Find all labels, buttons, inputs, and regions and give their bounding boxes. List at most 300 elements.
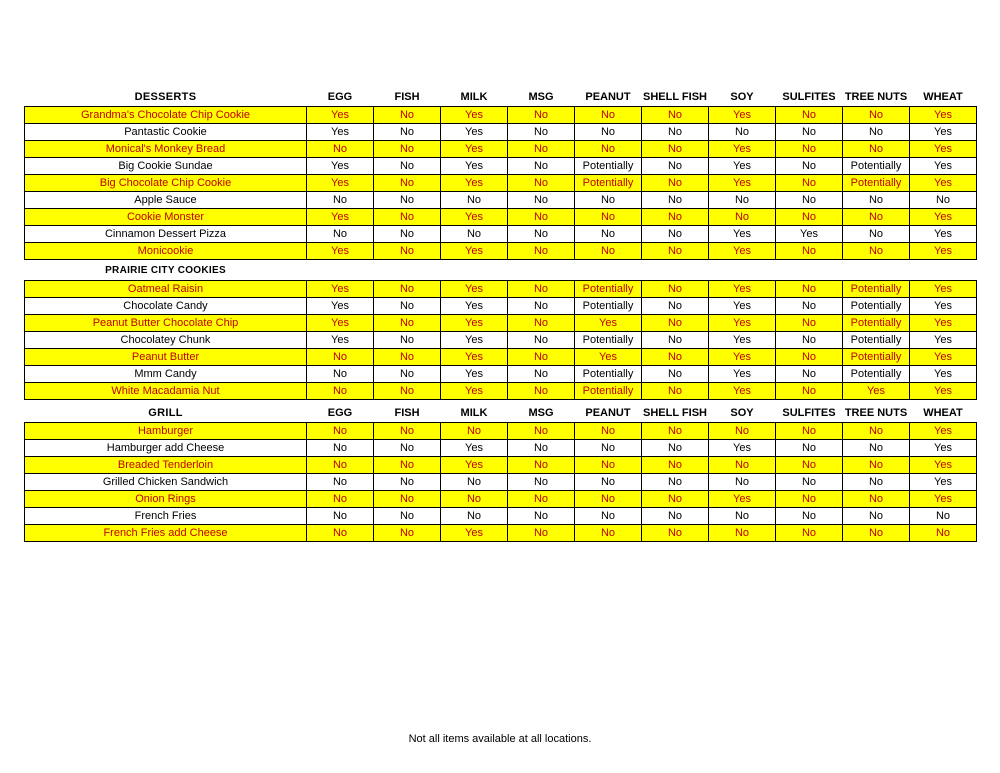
column-header-egg: EGG [307, 88, 374, 107]
allergen-cell-shell-fish: No [642, 366, 709, 383]
allergen-cell-wheat: Yes [910, 423, 977, 440]
allergen-cell-egg: Yes [307, 243, 374, 260]
table-header-row [25, 262, 977, 281]
allergen-cell-milk: Yes [441, 107, 508, 124]
column-header-tree-nuts: TREE NUTS [843, 88, 910, 107]
section-title: DESSERTS [25, 88, 307, 107]
column-header-tree-nuts: TREE NUTS [843, 404, 910, 423]
table-row [25, 383, 977, 400]
allergen-cell-wheat: Yes [910, 226, 977, 243]
allergen-cell-soy: Yes [709, 440, 776, 457]
column-header-wheat: WHEAT [910, 88, 977, 107]
allergen-cell-soy: Yes [709, 226, 776, 243]
section-title: PRAIRIE CITY COOKIES [25, 262, 307, 281]
menu-item-name: Big Chocolate Chip Cookie [25, 175, 307, 192]
allergen-cell-milk: Yes [441, 175, 508, 192]
allergen-cell-shell-fish: No [642, 243, 709, 260]
allergen-cell-sulfites: No [776, 124, 843, 141]
allergen-cell-fish: No [374, 209, 441, 226]
allergen-cell-tree-nuts: Potentially [843, 175, 910, 192]
allergen-cell-egg: Yes [307, 332, 374, 349]
allergen-cell-shell-fish: No [642, 491, 709, 508]
allergen-cell-fish: No [374, 383, 441, 400]
allergen-cell-tree-nuts: No [843, 491, 910, 508]
menu-item-name: Big Cookie Sundae [25, 158, 307, 175]
allergen-cell-fish: No [374, 141, 441, 158]
allergen-cell-tree-nuts: Potentially [843, 332, 910, 349]
allergen-cell-egg: Yes [307, 107, 374, 124]
allergen-cell-shell-fish: No [642, 508, 709, 525]
allergen-cell-soy: Yes [709, 383, 776, 400]
allergen-cell-milk: Yes [441, 383, 508, 400]
allergen-cell-wheat: Yes [910, 124, 977, 141]
allergen-cell-wheat: Yes [910, 281, 977, 298]
allergen-cell-soy: Yes [709, 141, 776, 158]
allergen-cell-wheat: Yes [910, 332, 977, 349]
column-header-egg [307, 262, 374, 281]
allergen-cell-milk: No [441, 474, 508, 491]
allergen-cell-wheat: No [910, 525, 977, 542]
allergen-cell-wheat: Yes [910, 158, 977, 175]
allergen-cell-fish: No [374, 440, 441, 457]
allergen-cell-msg: No [508, 525, 575, 542]
menu-item-name: Monical's Monkey Bread [25, 141, 307, 158]
allergen-cell-peanut: No [575, 107, 642, 124]
allergen-cell-egg: No [307, 457, 374, 474]
allergen-cell-soy: No [709, 423, 776, 440]
column-header-msg: MSG [508, 88, 575, 107]
allergen-cell-milk: No [441, 491, 508, 508]
allergen-cell-sulfites: No [776, 192, 843, 209]
allergen-cell-peanut: Potentially [575, 383, 642, 400]
table-row [25, 226, 977, 243]
table-row [25, 440, 977, 457]
allergen-cell-shell-fish: No [642, 298, 709, 315]
allergen-cell-egg: Yes [307, 175, 374, 192]
allergen-cell-egg: No [307, 349, 374, 366]
allergen-cell-egg: No [307, 383, 374, 400]
allergen-cell-wheat: Yes [910, 474, 977, 491]
allergen-table [24, 262, 977, 400]
allergen-cell-tree-nuts: No [843, 423, 910, 440]
allergen-cell-tree-nuts: No [843, 440, 910, 457]
allergen-cell-soy: No [709, 192, 776, 209]
allergen-cell-wheat: Yes [910, 383, 977, 400]
allergen-cell-sulfites: No [776, 491, 843, 508]
allergen-cell-shell-fish: No [642, 281, 709, 298]
table-row [25, 243, 977, 260]
allergen-cell-peanut: Potentially [575, 175, 642, 192]
allergen-cell-peanut: No [575, 243, 642, 260]
allergen-cell-milk: Yes [441, 281, 508, 298]
allergen-cell-sulfites: No [776, 423, 843, 440]
allergen-cell-fish: No [374, 474, 441, 491]
allergen-cell-egg: No [307, 491, 374, 508]
column-header-sulfites: SULFITES [776, 88, 843, 107]
allergen-cell-msg: No [508, 298, 575, 315]
allergen-cell-sulfites: Yes [776, 226, 843, 243]
allergen-cell-shell-fish: No [642, 315, 709, 332]
menu-item-name: Grandma's Chocolate Chip Cookie [25, 107, 307, 124]
allergen-cell-egg: No [307, 440, 374, 457]
menu-item-name: Cookie Monster [25, 209, 307, 226]
table-row [25, 315, 977, 332]
allergen-cell-sulfites: No [776, 158, 843, 175]
menu-item-name: Mmm Candy [25, 366, 307, 383]
allergen-cell-msg: No [508, 332, 575, 349]
allergen-cell-sulfites: No [776, 298, 843, 315]
table-row [25, 158, 977, 175]
allergen-cell-milk: Yes [441, 349, 508, 366]
allergen-cell-wheat: Yes [910, 243, 977, 260]
allergen-cell-shell-fish: No [642, 457, 709, 474]
menu-item-name: Apple Sauce [25, 192, 307, 209]
table-row [25, 175, 977, 192]
allergen-cell-fish: No [374, 491, 441, 508]
table-row [25, 457, 977, 474]
allergen-cell-fish: No [374, 423, 441, 440]
column-header-wheat: WHEAT [910, 404, 977, 423]
allergen-cell-tree-nuts: No [843, 457, 910, 474]
allergen-cell-msg: No [508, 226, 575, 243]
allergen-cell-egg: No [307, 366, 374, 383]
allergen-cell-soy: Yes [709, 281, 776, 298]
allergen-cell-egg: Yes [307, 209, 374, 226]
allergen-cell-sulfites: No [776, 332, 843, 349]
allergen-cell-msg: No [508, 107, 575, 124]
column-header-fish: FISH [374, 88, 441, 107]
allergen-cell-wheat: Yes [910, 491, 977, 508]
allergen-cell-peanut: Potentially [575, 298, 642, 315]
allergen-cell-msg: No [508, 383, 575, 400]
allergen-cell-fish: No [374, 158, 441, 175]
allergen-cell-milk: Yes [441, 158, 508, 175]
allergen-cell-msg: No [508, 315, 575, 332]
allergen-cell-sulfites: No [776, 383, 843, 400]
allergen-cell-wheat: Yes [910, 175, 977, 192]
allergen-cell-sulfites: No [776, 243, 843, 260]
allergen-cell-wheat: Yes [910, 107, 977, 124]
allergen-cell-fish: No [374, 107, 441, 124]
column-header-fish [374, 262, 441, 281]
table-row [25, 192, 977, 209]
menu-item-name: Onion Rings [25, 491, 307, 508]
allergen-cell-milk: Yes [441, 457, 508, 474]
menu-item-name: Oatmeal Raisin [25, 281, 307, 298]
allergen-cell-tree-nuts: Potentially [843, 158, 910, 175]
allergen-cell-tree-nuts: Potentially [843, 281, 910, 298]
allergen-cell-tree-nuts: Potentially [843, 349, 910, 366]
allergen-cell-peanut: No [575, 457, 642, 474]
allergen-cell-tree-nuts: No [843, 209, 910, 226]
allergen-cell-sulfites: No [776, 349, 843, 366]
allergen-cell-soy: No [709, 508, 776, 525]
allergen-cell-msg: No [508, 349, 575, 366]
allergen-cell-shell-fish: No [642, 226, 709, 243]
table-row [25, 366, 977, 383]
allergen-cell-tree-nuts: Potentially [843, 366, 910, 383]
allergen-cell-tree-nuts: No [843, 124, 910, 141]
allergen-cell-soy: No [709, 209, 776, 226]
allergen-table [24, 404, 977, 542]
allergen-cell-msg: No [508, 243, 575, 260]
menu-item-name: Hamburger add Cheese [25, 440, 307, 457]
allergen-cell-milk: No [441, 508, 508, 525]
column-header-fish: FISH [374, 404, 441, 423]
allergen-cell-fish: No [374, 281, 441, 298]
allergen-cell-fish: No [374, 192, 441, 209]
allergen-cell-soy: Yes [709, 491, 776, 508]
allergen-cell-peanut: No [575, 141, 642, 158]
column-header-sulfites: SULFITES [776, 404, 843, 423]
allergen-cell-shell-fish: No [642, 141, 709, 158]
allergen-cell-shell-fish: No [642, 124, 709, 141]
allergen-cell-shell-fish: No [642, 474, 709, 491]
allergen-cell-sulfites: No [776, 457, 843, 474]
menu-item-name: French Fries [25, 508, 307, 525]
allergen-cell-peanut: Potentially [575, 332, 642, 349]
column-header-sulfites [776, 262, 843, 281]
menu-item-name: Monicookie [25, 243, 307, 260]
table-row [25, 508, 977, 525]
section-title: GRILL [25, 404, 307, 423]
allergen-cell-tree-nuts: No [843, 192, 910, 209]
allergen-cell-tree-nuts: No [843, 226, 910, 243]
allergen-cell-egg: Yes [307, 298, 374, 315]
allergen-cell-egg: No [307, 525, 374, 542]
column-header-peanut [575, 262, 642, 281]
allergen-cell-msg: No [508, 423, 575, 440]
allergen-cell-milk: Yes [441, 332, 508, 349]
allergen-cell-fish: No [374, 349, 441, 366]
allergen-cell-shell-fish: No [642, 525, 709, 542]
table-row [25, 141, 977, 158]
allergen-cell-soy: No [709, 124, 776, 141]
allergen-cell-sulfites: No [776, 315, 843, 332]
allergen-cell-egg: No [307, 508, 374, 525]
allergen-cell-fish: No [374, 298, 441, 315]
allergen-cell-sulfites: No [776, 474, 843, 491]
allergen-cell-sulfites: No [776, 525, 843, 542]
footer-note: Not all items available at all locations. [408, 733, 592, 745]
allergen-cell-fish: No [374, 332, 441, 349]
allergen-cell-fish: No [374, 366, 441, 383]
allergen-cell-msg: No [508, 124, 575, 141]
allergen-cell-milk: No [441, 192, 508, 209]
allergen-cell-msg: No [508, 474, 575, 491]
allergen-cell-milk: Yes [441, 298, 508, 315]
allergen-cell-soy: No [709, 525, 776, 542]
table-row [25, 298, 977, 315]
table-row [25, 474, 977, 491]
allergen-cell-msg: No [508, 508, 575, 525]
allergen-cell-peanut: No [575, 192, 642, 209]
allergen-cell-egg: Yes [307, 124, 374, 141]
allergen-cell-shell-fish: No [642, 209, 709, 226]
allergen-cell-milk: No [441, 423, 508, 440]
table-row [25, 423, 977, 440]
allergen-cell-tree-nuts: No [843, 243, 910, 260]
allergen-cell-wheat: No [910, 192, 977, 209]
allergen-cell-milk: Yes [441, 209, 508, 226]
allergen-cell-peanut: Potentially [575, 158, 642, 175]
section-grill [24, 404, 976, 542]
allergen-cell-fish: No [374, 508, 441, 525]
column-header-shell-fish: SHELL FISH [642, 88, 709, 107]
table-row [25, 349, 977, 366]
allergen-cell-egg: Yes [307, 315, 374, 332]
allergen-cell-egg: Yes [307, 281, 374, 298]
allergen-cell-tree-nuts: No [843, 107, 910, 124]
allergen-cell-fish: No [374, 315, 441, 332]
allergen-cell-wheat: Yes [910, 298, 977, 315]
allergen-cell-peanut: Potentially [575, 366, 642, 383]
allergen-cell-soy: Yes [709, 366, 776, 383]
allergen-cell-shell-fish: No [642, 332, 709, 349]
menu-item-name: Chocolatey Chunk [25, 332, 307, 349]
column-header-soy: SOY [709, 88, 776, 107]
allergen-cell-msg: No [508, 440, 575, 457]
allergen-cell-egg: No [307, 226, 374, 243]
allergen-cell-milk: Yes [441, 124, 508, 141]
allergen-cell-sulfites: No [776, 366, 843, 383]
allergen-cell-fish: No [374, 243, 441, 260]
allergen-cell-egg: No [307, 423, 374, 440]
allergen-cell-fish: No [374, 525, 441, 542]
menu-item-name: Peanut Butter Chocolate Chip [25, 315, 307, 332]
allergen-cell-msg: No [508, 366, 575, 383]
column-header-milk: MILK [441, 404, 508, 423]
allergen-cell-peanut: No [575, 124, 642, 141]
allergen-cell-sulfites: No [776, 175, 843, 192]
allergen-cell-msg: No [508, 175, 575, 192]
allergen-cell-tree-nuts: No [843, 525, 910, 542]
allergen-cell-soy: Yes [709, 175, 776, 192]
column-header-msg [508, 262, 575, 281]
allergen-cell-wheat: Yes [910, 315, 977, 332]
allergen-cell-soy: Yes [709, 107, 776, 124]
allergen-cell-wheat: No [910, 508, 977, 525]
allergen-cell-milk: Yes [441, 141, 508, 158]
allergen-cell-peanut: No [575, 423, 642, 440]
allergen-cell-wheat: Yes [910, 366, 977, 383]
column-header-milk [441, 262, 508, 281]
allergen-cell-peanut: Yes [575, 315, 642, 332]
allergen-cell-shell-fish: No [642, 175, 709, 192]
allergen-cell-milk: Yes [441, 315, 508, 332]
allergen-cell-wheat: Yes [910, 440, 977, 457]
allergen-cell-shell-fish: No [642, 349, 709, 366]
allergen-cell-sulfites: No [776, 141, 843, 158]
table-row [25, 107, 977, 124]
allergen-cell-wheat: Yes [910, 349, 977, 366]
allergen-cell-soy: No [709, 457, 776, 474]
allergen-cell-soy: Yes [709, 243, 776, 260]
allergen-cell-msg: No [508, 158, 575, 175]
allergen-cell-milk: Yes [441, 525, 508, 542]
allergen-cell-milk: Yes [441, 366, 508, 383]
allergen-cell-soy: Yes [709, 298, 776, 315]
allergen-cell-peanut: No [575, 209, 642, 226]
allergen-cell-shell-fish: No [642, 107, 709, 124]
allergen-cell-peanut: No [575, 440, 642, 457]
allergen-cell-fish: No [374, 175, 441, 192]
column-header-egg: EGG [307, 404, 374, 423]
table-row [25, 332, 977, 349]
allergen-cell-msg: No [508, 457, 575, 474]
allergen-cell-shell-fish: No [642, 158, 709, 175]
menu-item-name: Grilled Chicken Sandwich [25, 474, 307, 491]
allergen-cell-sulfites: No [776, 508, 843, 525]
allergen-cell-peanut: No [575, 508, 642, 525]
menu-item-name: Breaded Tenderloin [25, 457, 307, 474]
column-header-soy: SOY [709, 404, 776, 423]
allergen-cell-soy: Yes [709, 315, 776, 332]
menu-item-name: White Macadamia Nut [25, 383, 307, 400]
allergen-cell-tree-nuts: Yes [843, 383, 910, 400]
column-header-peanut: PEANUT [575, 88, 642, 107]
allergen-cell-soy: Yes [709, 158, 776, 175]
allergen-cell-tree-nuts: No [843, 474, 910, 491]
section-prairie-city-cookies [24, 262, 976, 400]
allergen-cell-soy: Yes [709, 349, 776, 366]
column-header-soy [709, 262, 776, 281]
table-row [25, 281, 977, 298]
allergen-cell-fish: No [374, 457, 441, 474]
allergen-cell-peanut: No [575, 525, 642, 542]
column-header-shell-fish: SHELL FISH [642, 404, 709, 423]
allergen-cell-milk: No [441, 226, 508, 243]
allergen-cell-milk: Yes [441, 440, 508, 457]
allergen-cell-soy: Yes [709, 332, 776, 349]
allergen-cell-sulfites: No [776, 440, 843, 457]
allergen-cell-egg: No [307, 141, 374, 158]
allergen-cell-egg: No [307, 192, 374, 209]
column-header-shell-fish [642, 262, 709, 281]
allergen-cell-sulfites: No [776, 107, 843, 124]
table-header-row [25, 88, 977, 107]
allergen-cell-shell-fish: No [642, 440, 709, 457]
column-header-milk: MILK [441, 88, 508, 107]
allergen-table [24, 88, 977, 260]
column-header-wheat [910, 262, 977, 281]
allergen-cell-fish: No [374, 124, 441, 141]
menu-item-name: Chocolate Candy [25, 298, 307, 315]
table-row [25, 525, 977, 542]
allergen-cell-fish: No [374, 226, 441, 243]
allergen-cell-peanut: No [575, 491, 642, 508]
allergen-cell-msg: No [508, 141, 575, 158]
allergen-cell-sulfites: No [776, 281, 843, 298]
menu-item-name: Peanut Butter [25, 349, 307, 366]
column-header-peanut: PEANUT [575, 404, 642, 423]
column-header-tree-nuts [843, 262, 910, 281]
column-header-msg: MSG [508, 404, 575, 423]
menu-item-name: French Fries add Cheese [25, 525, 307, 542]
allergen-cell-msg: No [508, 491, 575, 508]
menu-item-name: Hamburger [25, 423, 307, 440]
menu-item-name: Cinnamon Dessert Pizza [25, 226, 307, 243]
allergen-cell-wheat: Yes [910, 457, 977, 474]
allergen-cell-soy: No [709, 474, 776, 491]
allergen-cell-peanut: No [575, 226, 642, 243]
allergen-cell-tree-nuts: Potentially [843, 315, 910, 332]
allergen-cell-sulfites: No [776, 209, 843, 226]
allergen-cell-milk: Yes [441, 243, 508, 260]
allergen-cell-egg: No [307, 474, 374, 491]
allergen-cell-msg: No [508, 209, 575, 226]
allergen-cell-msg: No [508, 281, 575, 298]
